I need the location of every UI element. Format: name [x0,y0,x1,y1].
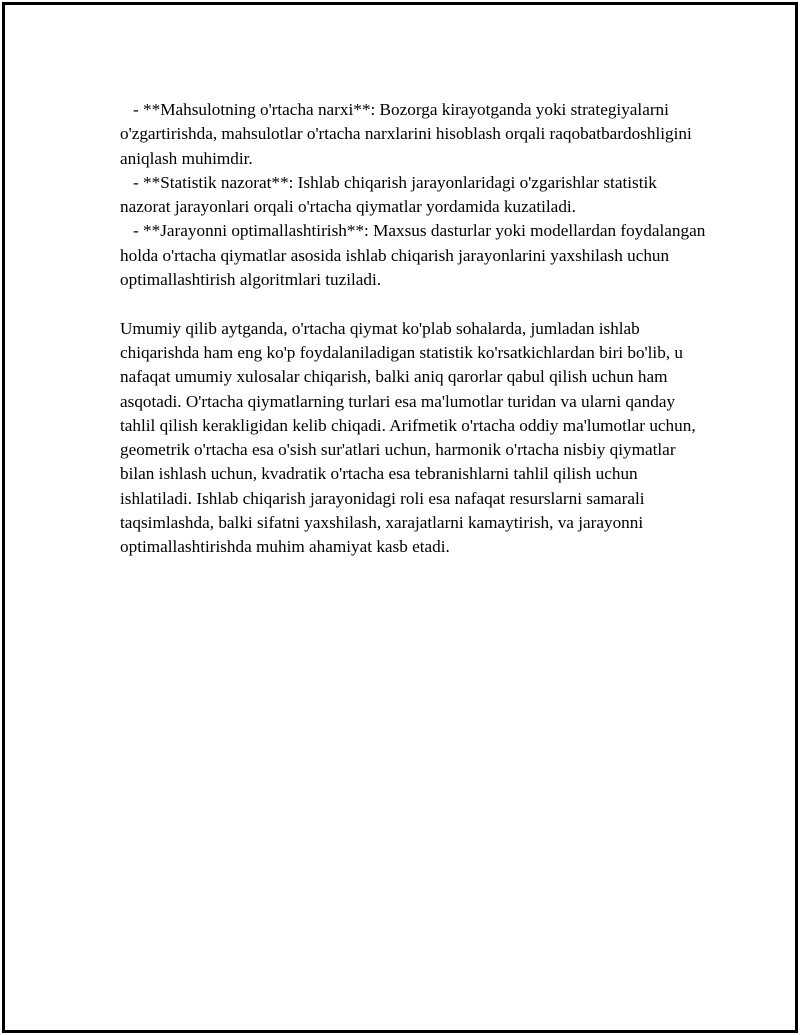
paragraph-spacer [120,292,710,316]
page-frame [2,2,798,1033]
document-body [120,98,710,560]
conclusion-paragraph: Umumiy qilib aytganda, o'rtacha qiymat ko'plab sohalarda, jumladan ishlab chiqarishda ham eng ko'p foydalaniladigan statistik ko'rsatkichlardan biri bo'lib, u nafaqat umumiy xulosalar chiqarish, balki aniq qarorlar qabul qilish uchun ham asqotadi. O'rtacha qiymatlarning turlari esa ma'lumotlar turidan va ularni qanday tahlil qilish kerakligidan kelib chiqadi. Arifmetik o'rtacha oddiy ma'lumotlar uchun, geometrik o'rtacha esa o'sish sur'atlari uchun, harmonik o'rtacha nisbiy qiymatlar bilan ishlash uchun, kvadratik o'rtacha esa tebranishlarni tahlil qilish uchun ishlatiladi. Ishlab chiqarish jarayonidagi roli esa nafaqat resurslarni samarali taqsimlashda, balki sifatni yaxshilash, xarajatlarni kamaytirish, va jarayonni optimallashtirishda muhim ahamiyat kasb etadi. [120,318,696,557]
bullet-text: - **Mahsulotning o'rtacha narxi**: Bozorga kirayotganda yoki strategiyalarni o'zgartirishda, mahsulotlar o'rtacha narxlarini hisoblash orqali raqobatbardoshligini aniqlash muhimdir. [120,100,692,168]
bullet-process-optimization [120,219,710,292]
bullet-statistical-control [120,171,710,220]
bullet-text: - **Statistik nazorat**: Ishlab chiqarish jarayonlaridagi o'zgarishlar statistik nazorat jarayonlari orqali o'rtacha qiymatlar yordamida kuzatiladi. [120,172,657,217]
bullet-average-product-price [120,98,710,171]
bullet-text: - **Jarayonni optimallashtirish**: Maxsus dasturlar yoki modellardan foydalangan holda o'rtacha qiymatlar asosida ishlab chiqarish jarayonlarini yaxshilash uchun optimallashtirish algoritmlari tuziladi. [120,221,706,290]
